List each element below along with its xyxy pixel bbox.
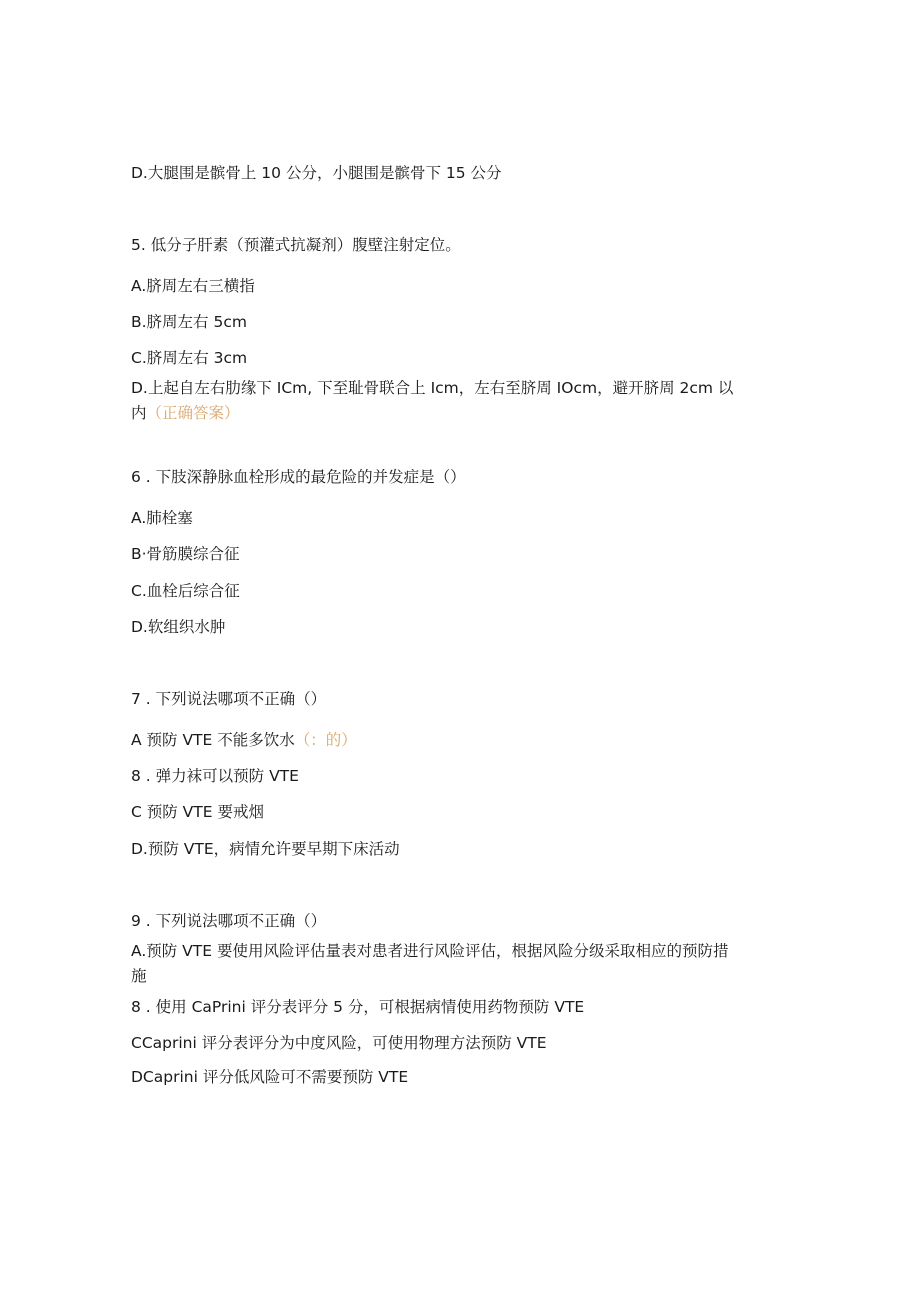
q5-option-c: C.脐周左右 3cm	[131, 349, 248, 367]
q7-option-b: 8 . 弹力袜可以预防 VTE	[131, 767, 299, 785]
q6-question: 6 . 下肢深静脉血栓形成的最危险的并发症是（）	[131, 468, 466, 486]
q7-option-c: C 预防 VTE 要戒烟	[131, 803, 264, 821]
answer-annotation: （：的）	[294, 731, 357, 749]
q9-option-b: 8 . 使用 CaPrini 评分表评分 5 分，可根据病情使用药物预防 VTE	[131, 998, 585, 1016]
q9-option-a: A.预防 VTE 要使用风险评估量表对患者进行风险评估，根据风险分级采取相应的预防措	[131, 942, 729, 960]
q5-question: 5. 低分子肝素（预灌式抗凝剂）腹壁注射定位。	[131, 236, 461, 254]
q9-option-a-continued: 施	[131, 967, 147, 985]
q6-option-b: B·骨筋膜综合征	[131, 545, 240, 563]
q9-option-d: DCaprini 评分低风险可不需要预防 VTE	[131, 1068, 409, 1086]
q7-option-a: A 预防 VTE 不能多饮水（：的）	[131, 731, 357, 749]
q5-option-d: D.上起自左右肋缘下 ICm, 下至耻骨联合上 Icm，左右至脐周 IOcm，避开脐周 2cm 以	[131, 379, 734, 397]
q5-option-a: A.脐周左右三横指	[131, 277, 255, 295]
q6-option-a: A.肺栓塞	[131, 509, 193, 527]
q6-option-d: D.软组织水肿	[131, 618, 226, 636]
q5-option-b: B.脐周左右 5cm	[131, 313, 247, 331]
correct-answer-annotation: （正确答案）	[146, 404, 240, 422]
q7-question: 7 . 下列说法哪项不正确（）	[131, 690, 327, 708]
q5-option-d-continued: 内（正确答案）	[131, 404, 240, 422]
q4-option-d: D.大腿围是髌骨上 10 公分，小腿围是髌骨下 15 公分	[131, 164, 502, 182]
q6-option-c: C.血栓后综合征	[131, 582, 240, 600]
q7-option-d: D.预防 VTE，病情允许要早期下床活动	[131, 840, 400, 858]
q9-question: 9 . 下列说法哪项不正确（）	[131, 912, 327, 930]
q9-option-c: CCaprini 评分表评分为中度风险，可使用物理方法预防 VTE	[131, 1034, 547, 1052]
